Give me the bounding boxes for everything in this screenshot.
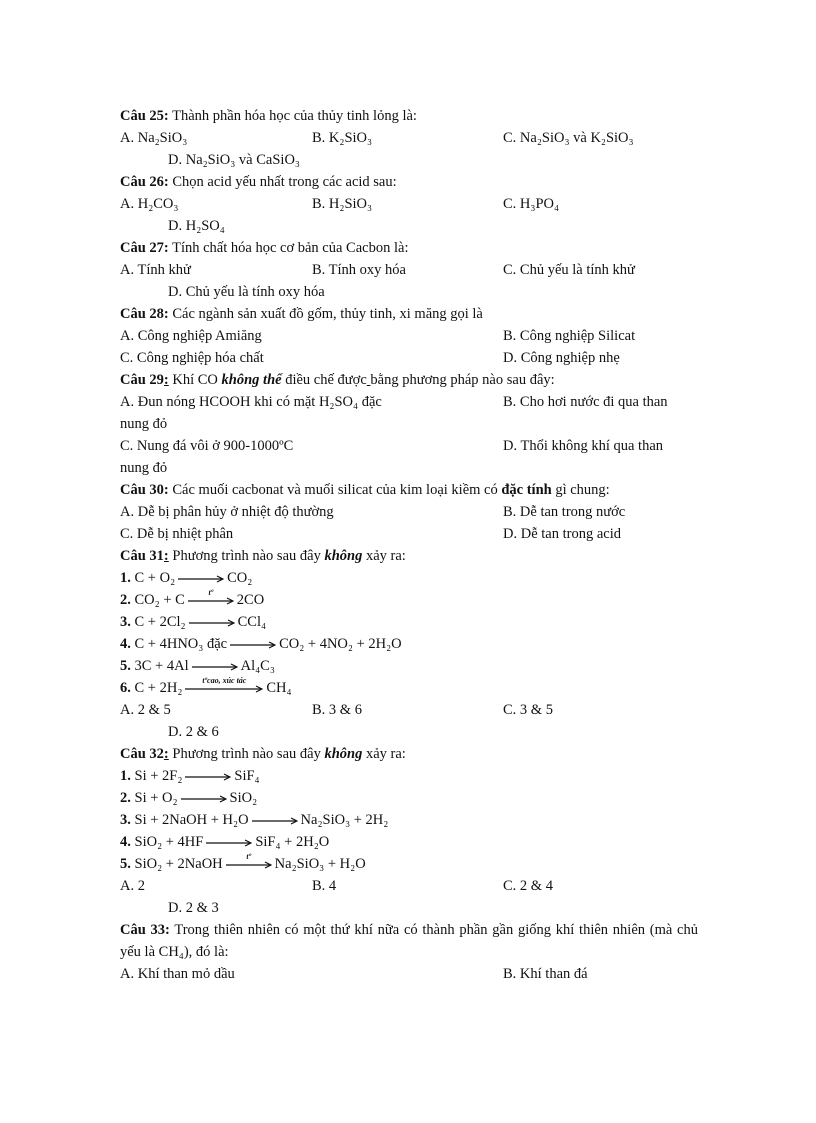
reaction-arrow-icon <box>188 587 234 605</box>
answer-b: B. H₂SiO₃ <box>312 196 373 212</box>
equation-products: Na₂SiO₃ + 2H₂ <box>300 812 389 828</box>
answer-a: A. Khí than mỏ dầu <box>120 966 235 982</box>
equation-number: 6. <box>120 680 131 696</box>
equation-number: 1. <box>120 768 131 784</box>
answers-row <box>120 875 700 897</box>
equation-products: CCl₄ <box>237 614 267 630</box>
equation-products: Na₂SiO₃ + H₂O <box>274 856 366 872</box>
question-emphasis: không thể <box>221 372 282 388</box>
answer-c: C. Nung đá vôi ở 900-1000ºC <box>120 438 294 454</box>
answers-row <box>120 523 700 545</box>
question-label: Câu 29 <box>120 372 164 388</box>
equation-number: 1. <box>120 570 131 586</box>
answer-b: B. Tính oxy hóa <box>312 262 406 278</box>
answers-row <box>120 699 700 721</box>
answers-row-wrap <box>120 457 700 479</box>
question-emphasis: không <box>324 746 363 762</box>
equation-line <box>120 589 700 611</box>
equation-list <box>120 765 700 875</box>
equation-line <box>120 831 700 853</box>
reaction-arrow-icon <box>252 817 298 825</box>
answers-row <box>120 501 700 523</box>
answers-row-wrap <box>120 413 700 435</box>
question-label: Câu 28: <box>120 306 169 322</box>
equation-products: CH₄ <box>266 680 292 696</box>
equation-list <box>120 567 700 699</box>
question-label: Câu 25: <box>120 108 169 124</box>
answers-row <box>120 149 700 171</box>
answer-b: B. K₂SiO₃ <box>312 130 373 146</box>
answer-d: D. 2 & 6 <box>168 724 219 740</box>
equation-line <box>120 655 700 677</box>
answer-b: B. 3 & 6 <box>312 702 362 718</box>
question-text: Trong thiên nhiên có một thứ khí nữa có thành phần gần giống khí thiên nhiên (mà chủ yếu là CH₄), đó là: <box>120 922 698 960</box>
reaction-arrow-icon <box>206 839 252 847</box>
question-text: Tính chất hóa học cơ bản của Cacbon là: <box>168 240 409 256</box>
question-text-post: xảy ra: <box>362 746 406 762</box>
equation-products: SiF₄ <box>234 768 260 784</box>
answer-c: C. Công nghiệp hóa chất <box>120 350 264 366</box>
question-colon: : <box>163 746 169 762</box>
equation-reactants: 3C + 4Al <box>130 658 189 674</box>
answer-a: A. Tính khử <box>120 262 191 278</box>
answer-a: A. Dễ bị phân hủy ở nhiệt độ thường <box>120 504 334 520</box>
question-text: Thành phần hóa học của thủy tinh lỏng là: <box>168 108 417 124</box>
answer-d: D. Dễ tan trong acid <box>503 526 621 542</box>
equation-products: 2CO <box>236 592 265 608</box>
reaction-arrow-icon <box>185 675 263 693</box>
answer-b: B. 4 <box>312 878 337 894</box>
equation-reactants: SiO₂ + 2NaOH <box>130 856 223 872</box>
answer-wrap: nung đỏ <box>120 416 168 432</box>
reaction-condition: tºcao, xúc tác <box>202 675 247 685</box>
question-text-post: bằng phương pháp nào sau đây: <box>370 372 555 388</box>
question-label: Câu 30: <box>120 482 169 498</box>
equation-line <box>120 633 700 655</box>
equation-number: 2. <box>120 790 131 806</box>
reaction-arrow-icon <box>185 773 231 781</box>
question-text-pre: Khí CO <box>168 372 222 388</box>
equation-products: SiO₂ <box>229 790 258 806</box>
question-33 <box>120 919 698 963</box>
answers-row <box>120 193 700 215</box>
equation-number: 4. <box>120 636 131 652</box>
equation-number: 3. <box>120 614 131 630</box>
equation-reactants: C + 2Cl₂ <box>130 614 186 630</box>
answer-d: D. 2 & 3 <box>168 900 219 916</box>
equation-number: 3. <box>120 812 131 828</box>
equation-reactants: Si + O₂ <box>130 790 178 806</box>
reaction-condition: tº <box>208 587 214 597</box>
answer-a: A. Công nghiệp Amiăng <box>120 328 262 344</box>
answer-b: B. Khí than đá <box>503 966 588 982</box>
answers-row <box>120 215 700 237</box>
question-text-post: xảy ra: <box>362 548 406 564</box>
answer-b: B. Dễ tan trong nước <box>503 504 626 520</box>
equation-number: 5. <box>120 658 131 674</box>
question-list <box>120 105 700 985</box>
answer-a: A. Đun nóng HCOOH khi có mặt H₂SO₄ đặc <box>120 394 382 410</box>
equation-reactants: C + O₂ <box>130 570 176 586</box>
question-bold: đặc tính <box>501 482 552 498</box>
question-text-post: gì chung: <box>551 482 610 498</box>
question-text-pre: Phương trình nào sau đây <box>168 746 325 762</box>
answers-row <box>120 281 700 303</box>
question-label: Câu 31 <box>120 548 164 564</box>
equation-reactants: C + 2H₂ <box>130 680 183 696</box>
question-text-mid: điều chế được <box>281 372 367 388</box>
equation-line <box>120 787 700 809</box>
question-text-pre: Các muối cacbonat và muối silicat của kim loại kiềm có <box>168 482 502 498</box>
answer-c: C. 3 & 5 <box>503 702 553 718</box>
answers-row <box>120 897 700 919</box>
equation-number: 5. <box>120 856 131 872</box>
answer-b: B. Công nghiệp Silicat <box>503 328 636 344</box>
reaction-condition: tº <box>246 851 251 861</box>
answers-row <box>120 259 700 281</box>
answer-d: D. Chủ yếu là tính oxy hóa <box>168 284 325 300</box>
reaction-arrow-icon <box>226 851 272 869</box>
answer-c: C. Dễ bị nhiệt phân <box>120 526 234 542</box>
question-32 <box>120 743 700 765</box>
answer-a: A. Na₂SiO₃ <box>120 130 188 146</box>
equation-line <box>120 765 700 787</box>
answers-row <box>120 391 700 413</box>
answer-b: B. Cho hơi nước đi qua than <box>503 394 668 410</box>
answer-d: D. H₂SO₄ <box>168 218 225 234</box>
answer-wrap: nung đỏ <box>120 460 168 476</box>
equation-line <box>120 677 700 699</box>
equation-line <box>120 611 700 633</box>
answer-c: C. Na₂SiO₃ và K₂SiO₃ <box>503 130 634 146</box>
question-text: Chọn acid yếu nhất trong các acid sau: <box>168 174 397 190</box>
answer-c: C. 2 & 4 <box>503 878 553 894</box>
equation-number: 2. <box>120 592 131 608</box>
equation-line <box>120 853 700 875</box>
answers-row <box>120 963 700 985</box>
reaction-arrow-icon <box>181 795 227 803</box>
reaction-arrow-icon <box>178 575 224 583</box>
equation-products: Al₄C₃ <box>240 658 275 674</box>
question-label: Câu 27: <box>120 240 169 256</box>
equation-products: CO₂ <box>227 570 253 586</box>
answers-row <box>120 127 700 149</box>
equation-reactants: Si + 2F₂ <box>130 768 183 784</box>
answer-a: A. 2 <box>120 878 145 894</box>
equation-line <box>120 809 700 831</box>
question-colon: : <box>163 548 169 564</box>
question-29 <box>120 369 700 391</box>
question-26 <box>120 171 700 193</box>
equation-line <box>120 567 700 589</box>
equation-reactants: C + 4HNO₃ đặc <box>130 636 228 652</box>
equation-reactants: Si + 2NaOH + H₂O <box>130 812 249 828</box>
answer-c: C. H₃PO₄ <box>503 196 560 212</box>
question-28 <box>120 303 700 325</box>
answer-a: A. 2 & 5 <box>120 702 171 718</box>
reaction-arrow-icon <box>230 641 276 649</box>
answer-d: D. Thổi không khí qua than <box>503 438 664 454</box>
answer-c: C. Chủ yếu là tính khử <box>503 262 635 278</box>
equation-products: CO₂ + 4NO₂ + 2H₂O <box>279 636 402 652</box>
equation-products: SiF₄ + 2H₂O <box>255 834 330 850</box>
question-label: Câu 33: <box>120 922 170 938</box>
question-label: Câu 26: <box>120 174 169 190</box>
answers-row <box>120 721 700 743</box>
question-30 <box>120 479 700 501</box>
answer-d: D. Na₂SiO₃ và CaSiO₃ <box>168 152 300 168</box>
question-text-pre: Phương trình nào sau đây <box>168 548 325 564</box>
answers-row <box>120 435 700 457</box>
reaction-arrow-icon <box>189 619 235 627</box>
reaction-arrow-icon <box>192 663 238 671</box>
question-emphasis: không <box>324 548 363 564</box>
question-text: Các ngành sản xuất đồ gốm, thủy tinh, xi măng gọi là <box>168 306 483 322</box>
question-label: Câu 32 <box>120 746 164 762</box>
equation-reactants: SiO₂ + 4HF <box>130 834 204 850</box>
answer-a: A. H₂CO₃ <box>120 196 179 212</box>
question-27 <box>120 237 700 259</box>
equation-reactants: CO₂ + C <box>130 592 185 608</box>
answer-d: D. Công nghiệp nhẹ <box>503 350 620 366</box>
equation-number: 4. <box>120 834 131 850</box>
question-25 <box>120 105 700 127</box>
answers-row <box>120 347 700 369</box>
question-31 <box>120 545 700 567</box>
question-colon: : <box>163 372 169 388</box>
answers-row <box>120 325 700 347</box>
